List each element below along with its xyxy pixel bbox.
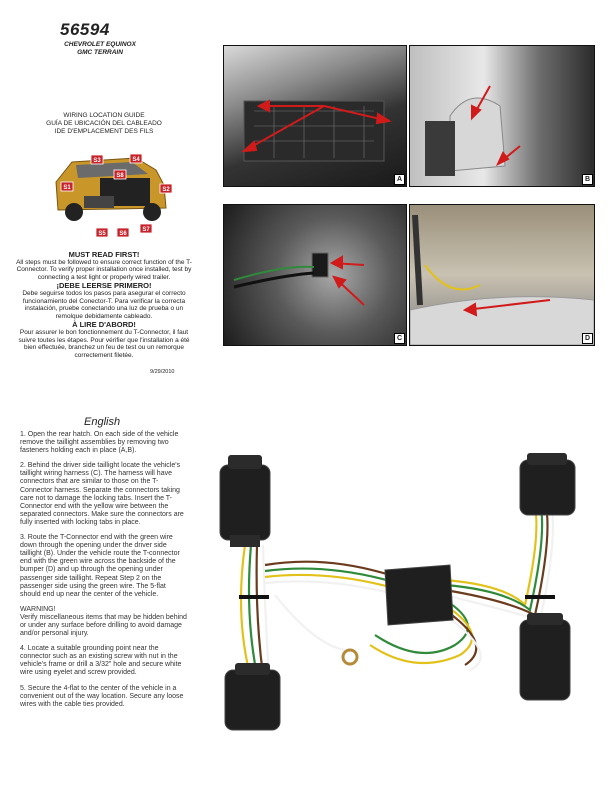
- step-3: 3. Route the T-Connector end with the green wire down through the opening under the driver side taillight (B). Under the vehicle route the T-connector end with the green wire across the backside of the bumper (D) and up through the opening under passenger side taillight. Repeat Step 2 on the passenger side using the green wire. The 5-flat should end up near the center of the vehicle.: [20, 534, 180, 598]
- photo-label-b: B: [582, 174, 593, 185]
- callout-s6: [117, 228, 129, 237]
- notice-block: [12, 250, 196, 359]
- connector-top-right: [520, 453, 575, 515]
- suv-bumper: [84, 196, 114, 208]
- routed-wire: [425, 265, 480, 290]
- callout-s7: [140, 224, 152, 233]
- bumper-backside: [410, 297, 594, 345]
- notice-heading-en: MUST READ FIRST!: [68, 250, 140, 259]
- svg-text:S4: S4: [132, 157, 140, 163]
- svg-text:S6: S6: [119, 231, 127, 237]
- photo-label-d: D: [582, 333, 593, 344]
- callout-s8: [114, 170, 126, 179]
- step-4: 4. Locate a suitable grounding point near the connector such as an existing screw with nut in the vehicle's frame or drill a 3/32" hole and secure white wire using eyelet and screw provided.: [20, 645, 182, 677]
- wiring-guide-title: [12, 112, 196, 136]
- photo-a-content: [224, 46, 406, 186]
- connector-bottom-right: [520, 613, 570, 700]
- ground-eyelet: [343, 650, 357, 664]
- four-flat-connector: [385, 565, 453, 625]
- svg-text:S5: S5: [98, 231, 106, 237]
- callout-s2: [160, 184, 172, 193]
- photo-d-content: [410, 205, 594, 345]
- guide-title-en: WIRING LOCATION GUIDE: [63, 112, 145, 119]
- photo-label-a: A: [394, 174, 405, 185]
- callout-s3: [91, 155, 103, 164]
- photo-b: [409, 45, 595, 187]
- taillight-opening: [425, 121, 455, 176]
- svg-text:S1: S1: [63, 185, 71, 191]
- guide-title-es: GUÍA DE UBICACIÓN DEL CABLEADO: [46, 120, 162, 127]
- photo-a: [223, 45, 407, 187]
- step-5: 5. Secure the 4-flat to the center of the vehicle in a convenient out of the way location. Secure any loose wires with the cable ties provided.: [20, 684, 184, 708]
- notice-text-fr: Pour assurer le bon fonctionnement du T-Connector, il faut suivre toutes les étapes. Pour vérifier que l'installation a été bien effectuée, branchez un feu de test ou un remorque correctement filetée.: [18, 328, 190, 359]
- step-1: 1. Open the rear hatch. On each side of the vehicle remove the taillight assemblies by removing two fasteners holding each in place (A,B).: [20, 431, 179, 455]
- notice-text-en: All steps must be followed to ensure correct function of the T-Connector. To verify proper installation once installed, test by connecting a test light or properly wired trailer.: [16, 258, 192, 281]
- photo-c-arrows: [332, 257, 364, 305]
- photo-c-content: [224, 205, 406, 345]
- vehicle-location-diagram: [44, 140, 184, 240]
- photo-d: [409, 204, 595, 346]
- bumper-frame: [415, 215, 420, 305]
- callout-s4: [130, 154, 142, 163]
- vehicle-list: [50, 41, 150, 57]
- svg-text:S2: S2: [162, 187, 170, 193]
- suv-wheel: [65, 203, 83, 221]
- photo-c: [223, 204, 407, 346]
- guide-title-fr: IDE D'EMPLACEMENT DES FILS: [54, 128, 154, 135]
- notice-heading-fr: À LIRE D'ABORD!: [72, 320, 136, 330]
- cable-tie: [239, 595, 269, 599]
- part-number: 56594: [60, 20, 110, 39]
- warning-heading: WARNING!: [20, 605, 56, 613]
- revision-date: 9/29/2010: [150, 369, 175, 375]
- suv-wheel: [143, 203, 161, 221]
- instruction-steps: [20, 431, 188, 716]
- vehicle-name: GMC TERRAIN: [77, 49, 123, 56]
- harness-connector: [312, 253, 328, 277]
- svg-text:S8: S8: [116, 173, 124, 179]
- cable-tie: [525, 595, 555, 599]
- warning-text: Verify miscellaneous items that may be hidden behind or under any surface before drilling to avoid damage and/or personal injury.: [20, 613, 187, 638]
- callout-s5: [96, 228, 108, 237]
- svg-text:S3: S3: [93, 158, 101, 164]
- notice-heading-es: ¡DEBE LEERSE PRIMERO!: [56, 281, 152, 291]
- notice-text-es: Debe seguirse todos los pasos para asegurar el correcto funcionamiento del Conector-T. Para verificar la correcta instalación, pruebe conectando una luz de prueba o un remolque debidamente cableado.: [22, 289, 186, 320]
- t-connector-product-image: [205, 445, 605, 745]
- photo-label-c: C: [394, 333, 405, 344]
- svg-text:S7: S7: [142, 227, 150, 233]
- photo-b-content: [410, 46, 594, 186]
- instructions-title: English: [84, 416, 121, 428]
- vehicle-name: CHEVROLET EQUINOX: [64, 41, 136, 48]
- harness-wire: [234, 273, 314, 287]
- step-2: 2. Behind the driver side taillight locate the vehicle's taillight wiring harness (C). The harness will have connectors that are similar to those on the T-Connector harness. Separate the connectors taking care not to damage the locking tabs. Insert the T-Connector end with the yellow wire between the separated connectors. Make sure the connectors are fully inserted with locking tabs in place.: [20, 462, 184, 526]
- connector-top-left: [220, 455, 270, 547]
- callout-s1: [61, 182, 73, 191]
- connector-bottom-left: [225, 663, 280, 730]
